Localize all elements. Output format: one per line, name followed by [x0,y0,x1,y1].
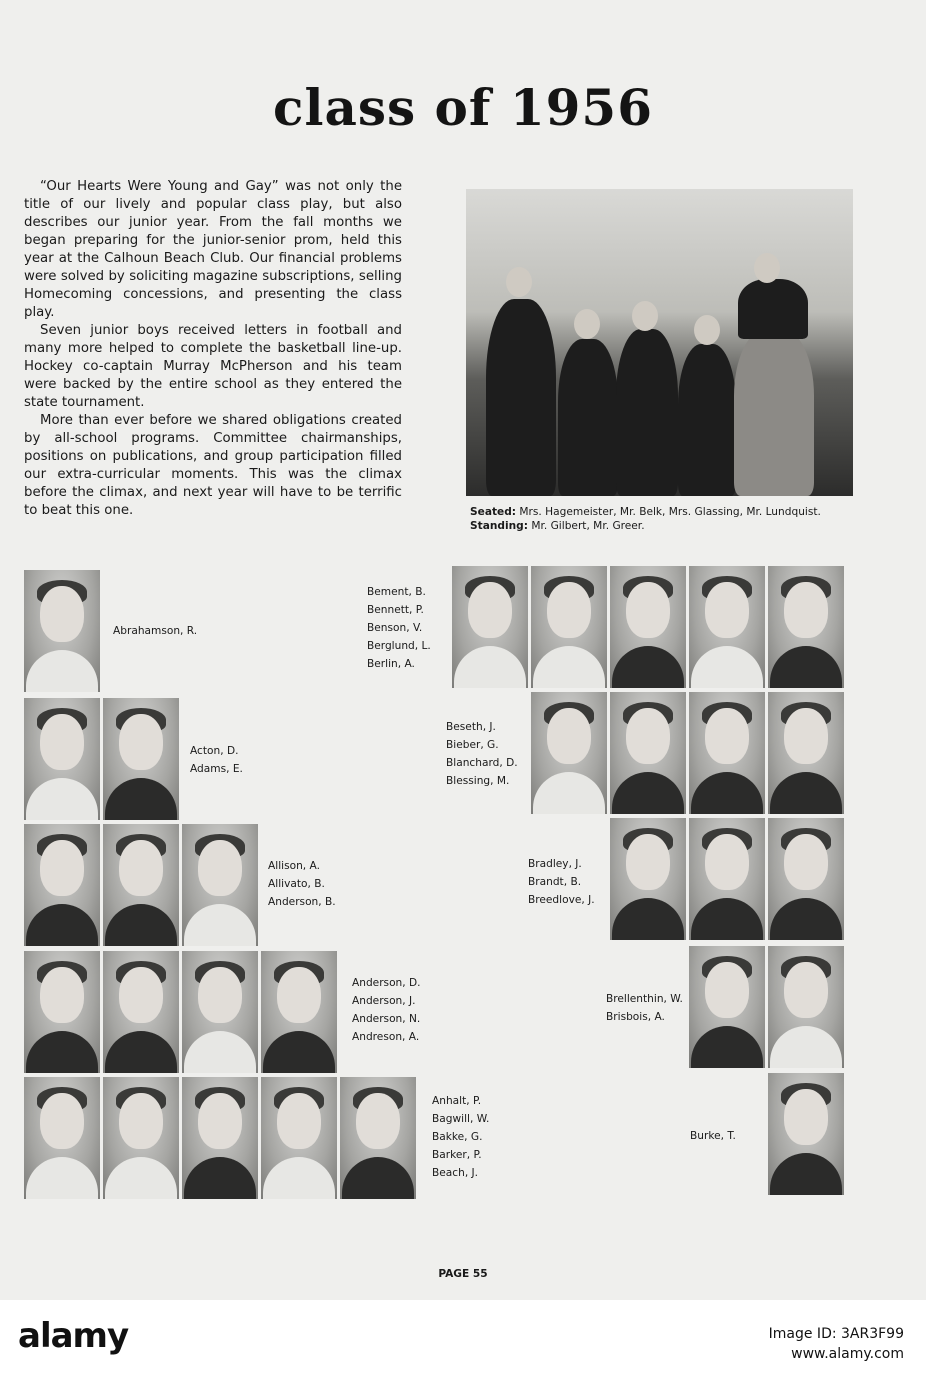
name-list [606,990,683,1026]
student-portrait [689,946,765,1068]
student-portrait [103,698,179,820]
student-portrait [768,692,844,814]
student-portrait [689,566,765,688]
name-list [190,742,243,778]
student-portrait [340,1077,416,1199]
student-name: Blessing, M. [446,775,510,787]
student-name: Allivato, B. [268,878,325,890]
student-portrait [182,824,258,946]
student-portrait [689,818,765,940]
student-name: Bagwill, W. [432,1113,490,1125]
name-list [268,857,336,911]
student-name: Beseth, J. [446,721,496,733]
student-portrait [182,1077,258,1199]
intro-paragraph: “Our Hearts Were Young and Gay” was not only the title of our lively and popular class play, but also describes our junior year. From the fall months we began preparing for the junior-senior prom, held this year at the Calhoun Beach Club. Our financial problems were solved by soliciting magazine subscriptions, selling Homecoming concessions, and presenting the class play. [24,179,402,320]
stock-image-id: Image ID: 3AR3F99 [768,1326,904,1342]
student-name: Abrahamson, R. [113,625,198,637]
name-list [367,583,431,673]
student-portrait [103,1077,179,1199]
caption-seated-names: Mrs. Hagemeister, Mr. Belk, Mrs. Glassing, Mr. Lundquist. [519,506,821,518]
student-name: Brandt, B. [528,876,582,888]
student-portrait [531,566,607,688]
photo-caption [470,505,821,533]
page-title: class of 1956 [273,78,653,137]
student-portrait [768,946,844,1068]
watermark-footer [0,1300,926,1390]
stock-logo: alamy [18,1316,129,1356]
student-portrait [531,692,607,814]
student-name: Acton, D. [190,745,239,757]
student-name: Bakke, G. [432,1131,483,1143]
student-portrait [610,566,686,688]
student-name: Beach, J. [432,1167,479,1179]
name-list [352,974,421,1046]
student-name: Anderson, B. [268,896,336,908]
student-name: Breedlove, J. [528,894,595,906]
student-name: Bement, B. [367,586,426,598]
student-name: Bieber, G. [446,739,499,751]
student-portrait [24,951,100,1073]
intro-text [24,178,402,520]
student-portrait [452,566,528,688]
student-name: Blanchard, D. [446,757,518,769]
caption-seated-label: Seated: [470,506,517,518]
name-list [446,718,518,790]
advisors-group-photo [466,189,853,496]
student-portrait [24,570,100,692]
name-list [113,622,197,640]
student-portrait [103,824,179,946]
caption-standing-label: Standing: [470,520,528,532]
page-number: PAGE 55 [438,1268,488,1280]
student-portrait [24,1077,100,1199]
student-name: Adams, E. [190,763,243,775]
student-name: Anhalt, P. [432,1095,482,1107]
student-portrait [768,818,844,940]
student-portrait [103,951,179,1073]
caption-standing-names: Mr. Gilbert, Mr. Greer. [531,520,645,532]
student-name: Burke, T. [690,1130,736,1142]
student-name: Berlin, A. [367,658,415,670]
student-portrait [610,818,686,940]
student-portrait [768,1073,844,1195]
stock-url: www.alamy.com [791,1346,904,1362]
student-portrait [610,692,686,814]
student-name: Berglund, L. [367,640,431,652]
student-name: Andreson, A. [352,1031,420,1043]
student-portrait [689,692,765,814]
student-name: Benson, V. [367,622,423,634]
student-portrait [24,824,100,946]
name-list [432,1092,489,1182]
student-name: Brellenthin, W. [606,993,683,1005]
student-portrait [182,951,258,1073]
name-list [690,1127,736,1145]
student-name: Allison, A. [268,860,320,872]
student-name: Brisbois, A. [606,1011,665,1023]
student-name: Barker, P. [432,1149,482,1161]
student-name: Anderson, J. [352,995,416,1007]
student-name: Anderson, D. [352,977,421,989]
student-portrait [24,698,100,820]
intro-paragraph: More than ever before we shared obligations created by all-school programs. Committee chairmanships, positions on publications, and group participation filled our extra-curricular moments. This was the climax before the climax, and next year will have to be terrific to beat this one. [24,413,402,518]
student-portrait [768,566,844,688]
student-portrait [261,1077,337,1199]
intro-paragraph: Seven junior boys received letters in football and many more helped to complete the basketball line-up. Hockey co-captain Murray McPherson and his team were backed by the entire school as they entered the state tournament. [24,323,402,410]
student-portrait [261,951,337,1073]
student-name: Bennett, P. [367,604,424,616]
student-name: Bradley, J. [528,858,582,870]
name-list [528,855,595,909]
student-name: Anderson, N. [352,1013,421,1025]
